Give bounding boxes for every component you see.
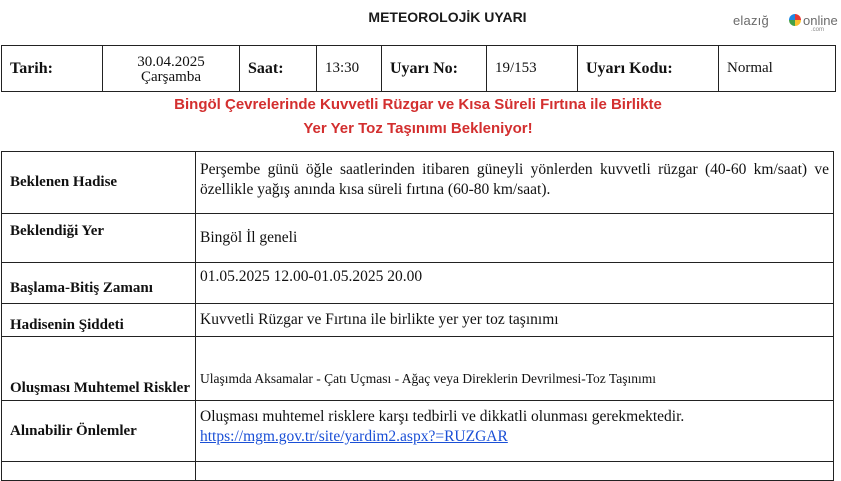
row-possible-risks [1,336,834,401]
document-title: METEOROLOJİK UYARI [368,9,527,25]
date-label: Tarih: [2,46,103,92]
headline-line-1: Bingöl Çevrelerinde Kuvvetli Rüzgar ve Kısa Süreli Fırtına ile Birlikte [174,96,662,113]
logo-text: elazığ [733,13,769,28]
event-label: Beklenen Hadise [2,152,196,213]
continued-label-cell [2,462,196,480]
date-cell [103,46,240,92]
warning-info-table [1,45,836,92]
warning-headline [0,93,836,141]
warning-no-label: Uyarı No: [382,46,487,92]
date-value: 30.04.2025 [137,53,205,70]
severity-value: Kuvvetli Rüzgar ve Fırtına ile birlikte yer yer toz taşınımı [200,311,559,328]
severity-label: Hadisenin Şiddeti [2,304,196,336]
logo-dot-icon [789,14,801,26]
place-value: Bingöl İl geneli [200,229,298,246]
day-value: Çarşamba [141,68,201,85]
site-logo[interactable] [733,9,838,35]
headline-line-2: Yer Yer Toz Taşınımı Bekleniyor! [303,120,533,137]
risks-label: Oluşması Muhtemel Riskler [2,337,196,400]
measures-label: Alınabilir Önlemler [2,401,196,461]
row-severity [1,303,834,337]
measures-link[interactable]: https://mgm.gov.tr/site/yardim2.aspx?=RUZGAR [200,428,508,445]
warning-code-value: Normal [719,46,836,92]
time-value: 13:30 [317,46,382,92]
logo-domain: .com [811,27,825,33]
warning-code-label: Uyarı Kodu: [578,46,719,92]
continued-value-cell [197,462,833,480]
time-range-value: 01.05.2025 12.00-01.05.2025 20.00 [200,268,423,285]
measures-value: Oluşması muhtemel risklere karşı tedbirli ve dikkatli olunması gerekmektedir. [200,408,685,425]
risks-value: Ulaşımda Aksamalar - Çatı Uçması - Ağaç veya Direklerin Devrilmesi-Toz Taşınımı [200,371,656,386]
warning-no-value: 19/153 [487,46,578,92]
time-label: Saat: [240,46,317,92]
row-expected-place [1,213,834,263]
place-label: Beklendiği Yer [2,214,196,262]
logo-text-online: online [803,13,838,28]
time-range-label: Başlama-Bitiş Zamanı [2,263,196,303]
row-measures [1,400,834,462]
measures-cell [197,401,833,461]
event-value: Perşembe günü öğle saatlerinden itibaren güneyli yönlerden kuvvetli rüzgar (40-60 km/saat) ve özellikle yağış anında kısa süreli fırtına (60-80 km/saat). [200,161,829,198]
row-expected-event [1,151,834,214]
row-continued [1,461,834,481]
row-start-end-time [1,262,834,304]
